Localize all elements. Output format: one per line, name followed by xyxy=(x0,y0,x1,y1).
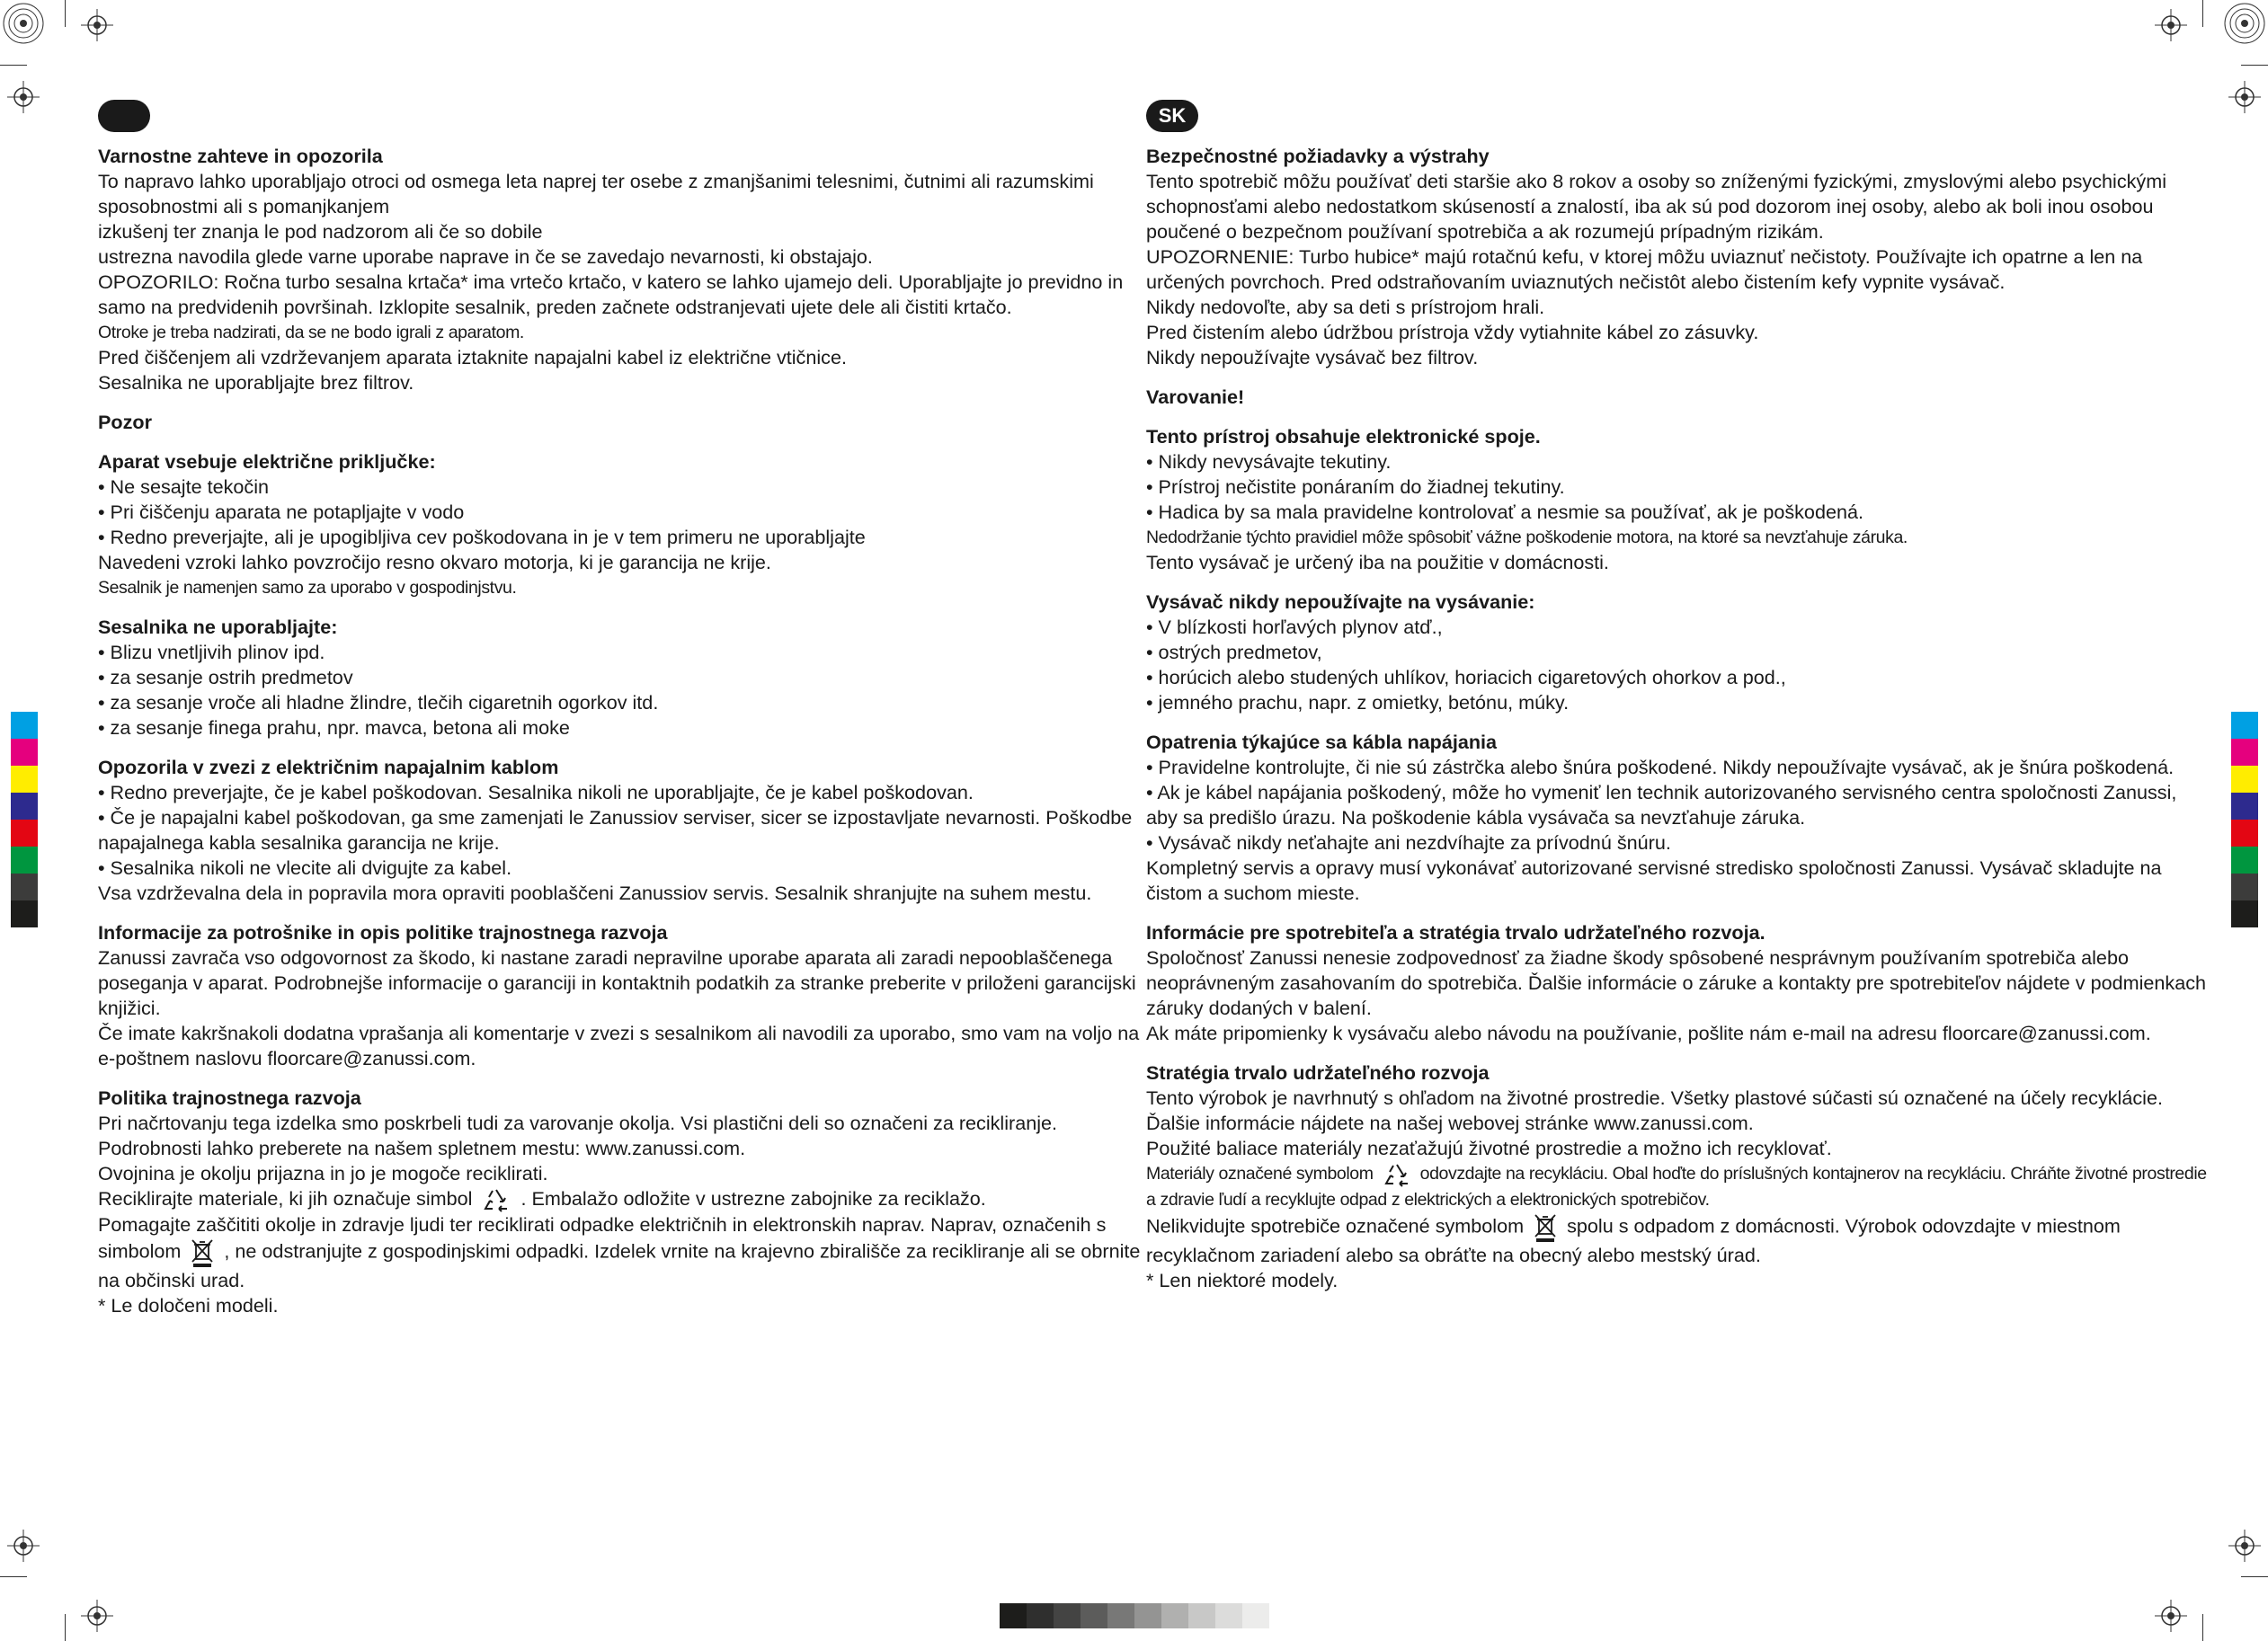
section-title: Informácie pre spotrebiteľa a stratégia trvalo udržateľného rozvoja. xyxy=(1146,921,1765,944)
language-badge-left xyxy=(98,100,150,132)
column-slovenian xyxy=(98,144,1159,1333)
gray-swatch xyxy=(1107,1603,1134,1628)
trim-line xyxy=(65,1614,66,1641)
paragraph: To napravo lahko uporabljajo otroci od osmega leta naprej ter osebe z zmanjšanimi telesnimi, čutnimi ali razumskimi sposobnostmi ali s pomanjkanjem xyxy=(98,170,1094,217)
section-safety xyxy=(98,144,1159,395)
section-title: Informacije za potrošnike in opis politike trajnostnega razvoja xyxy=(98,921,668,944)
section-title: Varnostne zahteve in opozorila xyxy=(98,145,383,167)
paragraph: Pred čiščenjem ali vzdrževanjem aparata iztaknite napajalni kabel iz električne vtičnice. xyxy=(98,346,847,368)
color-swatch xyxy=(11,874,38,900)
section-consumer-info xyxy=(1146,920,2207,1046)
trim-line xyxy=(2202,0,2203,27)
paragraph: Nikdy nedovoľte, aby sa deti s prístrojom hrali. xyxy=(1146,296,1545,318)
section-title: Politika trajnostnega razvoja xyxy=(98,1087,361,1109)
text-fragment: . Embalažo odložite v ustrezne zabojnike za reciklažo. xyxy=(520,1187,986,1210)
footnote: * Le določeni modeli. xyxy=(98,1294,279,1317)
color-swatch xyxy=(11,793,38,820)
paragraph: ustrezna navodila glede varne uporabe naprave in če se zavedajo nevarnosti, ki obstajajo. xyxy=(98,245,873,268)
section-electrical xyxy=(98,449,1159,600)
section-power-cable xyxy=(98,755,1159,906)
list-item: • Nikdy nevysávajte tekutiny. xyxy=(1146,450,1392,473)
gray-swatch xyxy=(1000,1603,1027,1628)
text-fragment: spolu s odpadom z domácnosti. Výrobok odovzdajte v miestnom recyklačnom zariadení alebo sa obráťte na obecný alebo mestský úrad. xyxy=(1146,1214,2121,1266)
paragraph: Nedodržanie týchto pravidiel môže spôsobiť vážne poškodenie motora, na ktoré sa nevzťahuje záruka. xyxy=(1146,528,1908,547)
section-title: Aparat vsebuje električne priključke: xyxy=(98,450,436,473)
gray-swatch xyxy=(1242,1603,1269,1628)
section-power-cable xyxy=(1146,730,2207,906)
section-sustainability xyxy=(1146,1060,2207,1293)
paragraph: OPOZORILO: Ročna turbo sesalna krtača* ima vrtečo krtačo, v katero se lahko ujamejo deli. Uporabljajte jo previdno in samo na predvidenih površinah. Izklopite sesalnik, preden začnete odstranjevati ujete dele ali čistiti krtačo. xyxy=(98,271,1124,318)
section-sustainability xyxy=(98,1086,1159,1318)
corner-target-icon xyxy=(0,0,47,47)
language-badge-sk: SK xyxy=(1146,100,1198,132)
list-item: • Ak je kábel napájania poškodený, môže ho vymeniť len technik autorizovaného servisného centra spoločnosti Zanussi, aby sa predišlo úrazu. Na poškodenie kábla vysávača sa nevzťahuje záruka. xyxy=(1146,781,2177,829)
paragraph: Spoločnosť Zanussi nenesie zodpovednosť za žiadne škody spôsobené nesprávnym používaním spotrebiča alebo neoprávneným zasahovaním do spotrebiča. Ďalšie informácie o záruke a kontakty pre spotrebiteľov nájdete v podmienkach záruky dodaných v balení. xyxy=(1146,946,2207,1019)
section-do-not-use xyxy=(98,615,1159,741)
section-title: Tento prístroj obsahuje elektronické spoje. xyxy=(1146,425,1541,448)
list-item: • Blizu vnetljivih plinov ipd. xyxy=(98,641,325,663)
gray-swatch xyxy=(1188,1603,1215,1628)
section-title: Pozor xyxy=(98,411,152,433)
paragraph xyxy=(1146,1212,2207,1268)
section-title: Sesalnika ne uporabljajte: xyxy=(98,616,338,638)
list-item: • Če je napajalni kabel poškodovan, ga sme zamenjati le Zanussiov serviser, sicer se izpostavljate nevarnosti. Poškodbe napajalnega kabla sesalnika garancija ne krije. xyxy=(98,806,1133,854)
registration-mark-icon xyxy=(2155,1600,2187,1632)
list-item: • Pravidelne kontrolujte, či nie sú zástrčka alebo šnúra poškodené. Nikdy nepoužívajte vysávač, ak je šnúra poškodená. xyxy=(1146,756,2175,778)
registration-mark-icon xyxy=(2228,81,2261,113)
corner-target-icon xyxy=(2221,0,2268,47)
paragraph: Vsa vzdrževalna dela in popravila mora opraviti pooblaščeni Zanussiov servis. Sesalnik shranjujte na suhem mestu. xyxy=(98,882,1092,904)
color-swatch xyxy=(11,766,38,793)
trim-line xyxy=(65,0,66,27)
recycle-icon xyxy=(481,1187,511,1212)
list-item: • Redno preverjajte, če je kabel poškodovan. Sesalnika nikoli ne uporabljajte, če je kabel poškodovan. xyxy=(98,781,974,803)
text-fragment: Reciklirajte materiale, ki jih označuje simbol xyxy=(98,1187,473,1210)
list-item: • jemného prachu, napr. z omietky, betónu, múky. xyxy=(1146,691,1570,714)
section-title: Opozorila v zvezi z električnim napajalnim kablom xyxy=(98,756,559,778)
text-fragment: Nelikvidujte spotrebiče označené symbolom xyxy=(1146,1214,1525,1237)
paragraph: Sesalnik je namenjen samo za uporabo v gospodinjstvu. xyxy=(98,578,517,598)
color-swatch xyxy=(11,739,38,766)
list-item: • Ne sesajte tekočin xyxy=(98,475,269,498)
paragraph xyxy=(98,1186,1159,1212)
list-item: • Sesalnika nikoli ne vlecite ali dvigujte za kabel. xyxy=(98,856,512,879)
color-swatch xyxy=(2231,874,2258,900)
paragraph: Navedeni vzroki lahko povzročijo resno okvaro motorja, ki je garancija ne krije. xyxy=(98,551,771,573)
color-swatch xyxy=(11,820,38,847)
paragraph: Sesalnika ne uporabljajte brez filtrov. xyxy=(98,371,414,394)
column-slovak xyxy=(1146,144,2207,1308)
gray-swatch xyxy=(1215,1603,1242,1628)
trim-line xyxy=(2241,1576,2268,1577)
recycle-icon xyxy=(1382,1162,1412,1187)
gray-swatch xyxy=(1027,1603,1054,1628)
list-item: • V blízkosti horľavých plynov atď., xyxy=(1146,616,1443,638)
section-title: Varovanie! xyxy=(1146,386,1245,408)
registration-mark-icon xyxy=(7,81,40,113)
registration-mark-icon xyxy=(81,1600,113,1632)
weee-crossed-bin-icon xyxy=(190,1237,215,1268)
color-swatch xyxy=(2231,900,2258,927)
registration-mark-icon xyxy=(81,9,113,41)
trim-line xyxy=(2241,65,2268,66)
text-fragment: odovzdajte na recykláciu. Obal hoďte do príslušných kontajnerov na recykláciu. Chráňte životné prostredie a zdravie ľudí a recyklujte odpad z elektrických a elektronických spotrebičov. xyxy=(1146,1164,2207,1210)
paragraph: Ak máte pripomienky k vysávaču alebo návodu na používanie, pošlite nám e-mail na adresu floorcare@zanussi.com. xyxy=(1146,1022,2151,1044)
list-item: • ostrých predmetov, xyxy=(1146,641,1322,663)
list-item: • Vysávač nikdy neťahajte ani nezdvíhajte za prívodnú šnúru. xyxy=(1146,831,1671,854)
color-swatch xyxy=(2231,712,2258,739)
color-swatch xyxy=(11,900,38,927)
color-swatch xyxy=(2231,739,2258,766)
section-safety xyxy=(1146,144,2207,370)
paragraph: Nikdy nepoužívajte vysávač bez filtrov. xyxy=(1146,346,1479,368)
trim-line xyxy=(2202,1614,2203,1641)
section-title: Bezpečnostné požiadavky a výstrahy xyxy=(1146,145,1490,167)
paragraph: Če imate kakršnakoli dodatna vprašanja ali komentarje v zvezi s sesalnikom ali navodili za uporabo, smo vam na voljo na e-poštnem naslovu floorcare@zanussi.com. xyxy=(98,1022,1140,1069)
color-swatch xyxy=(2231,820,2258,847)
paragraph: Zanussi zavrača vso odgovornost za škodo, ki nastane zaradi nepravilne uporabe aparata ali zaradi nepooblaščenega poseganja v aparat. Podrobnejše informacije o garanciji in kontaktnih podatkih za stranke preberite v priloženi garancijski knjižici. xyxy=(98,946,1136,1019)
footnote: * Len niektoré modely. xyxy=(1146,1268,1339,1291)
gray-swatch xyxy=(1134,1603,1161,1628)
paragraph xyxy=(1146,1161,2207,1212)
paragraph xyxy=(98,1212,1159,1293)
paragraph: Kompletný servis a opravy musí vykonávať autorizované servisné stredisko spoločnosti Zanussi. Vysávač skladujte na čistom a suchom mieste. xyxy=(1146,856,2162,904)
registration-mark-icon xyxy=(2228,1530,2261,1562)
section-do-not-use xyxy=(1146,590,2207,715)
paragraph: Použité baliace materiály nezaťažujú životné prostredie a možno ich recyklovať. xyxy=(1146,1137,1832,1159)
trim-line xyxy=(0,65,27,66)
paragraph: Otroke je treba nadzirati, da se ne bodo igrali z aparatom. xyxy=(98,323,524,342)
text-fragment: Pomagajte zaščititi okolje in zdravje ljudi ter reciklirati odpadke električnih in elektronskih naprav. Naprav, označenih s simbolom xyxy=(98,1213,1107,1263)
color-swatch xyxy=(11,847,38,874)
list-item: • Redno preverjajte, ali je upogibljiva cev poškodovana in je v tem primeru ne uporabljajte xyxy=(98,526,866,548)
color-swatch xyxy=(11,712,38,739)
paragraph: izkušenj ter znanja le pod nadzorom ali če so dobile xyxy=(98,220,543,243)
weee-crossed-bin-icon xyxy=(1533,1212,1558,1243)
gray-swatch xyxy=(1054,1603,1081,1628)
section-title: Stratégia trvalo udržateľného rozvoja xyxy=(1146,1061,1490,1084)
section-caution xyxy=(1146,385,2207,410)
color-swatch xyxy=(2231,847,2258,874)
list-item: • za sesanje vroče ali hladne žlindre, tlečih cigaretnih ogorkov itd. xyxy=(98,691,659,714)
color-swatch xyxy=(2231,793,2258,820)
trim-line xyxy=(0,1576,27,1577)
list-item: • za sesanje ostrih predmetov xyxy=(98,666,353,688)
paragraph: Tento výrobok je navrhnutý s ohľadom na životné prostredie. Všetky plastové súčasti sú označené na účely recyklácie. Ďalšie informácie nájdete na našej webovej stránke www.zanussi.com. xyxy=(1146,1087,2163,1134)
section-caution xyxy=(98,410,1159,435)
section-title: Opatrenia týkajúce sa kábla napájania xyxy=(1146,731,1498,753)
paragraph: Ovojnina je okolju prijazna in jo je mogoče reciklirati. xyxy=(98,1162,548,1184)
paragraph: UPOZORNENIE: Turbo hubice* majú rotačnú kefu, v ktorej môžu uviaznuť nečistoty. Používajte ich opatrne a len na určených povrchoch. Pred odstraňovaním uviaznutých nečistôt alebo čistením kefy vypnite vysávač. xyxy=(1146,245,2143,293)
paragraph: Tento spotrebič môžu používať deti staršie ako 8 rokov a osoby so zníženými fyzickými, zmyslovými alebo psychickými schopnosťami alebo nedostatkom skúseností a znalostí, iba ak sú pod dozorom inej osoby, alebo ak boli inou osobou poučené o bezpečnom používaní spotrebiča a ak rozumejú prípadným rizikám. xyxy=(1146,170,2166,243)
list-item: • Hadica by sa mala pravidelne kontrolovať a nesmie sa používať, ak je poškodená. xyxy=(1146,501,1863,523)
list-item: • za sesanje finega prahu, npr. mavca, betona ali moke xyxy=(98,716,570,739)
gray-swatch xyxy=(1081,1603,1107,1628)
paragraph: Tento vysávač je určený iba na použitie v domácnosti. xyxy=(1146,551,1609,573)
text-fragment: , ne odstranjujte z gospodinjskimi odpadki. Izdelek vrnite na krajevno zbirališče za recikliranje ali se obrnite na občinski urad. xyxy=(98,1240,1141,1292)
color-swatch xyxy=(2231,766,2258,793)
list-item: • Pri čiščenju aparata ne potapljajte v vodo xyxy=(98,501,465,523)
gray-swatch xyxy=(1161,1603,1188,1628)
registration-mark-icon xyxy=(7,1530,40,1562)
paragraph: Pred čistením alebo údržbou prístroja vždy vytiahnite kábel zo zásuvky. xyxy=(1146,321,1759,343)
section-electrical xyxy=(1146,424,2207,575)
list-item: • horúcich alebo studených uhlíkov, horiacich cigaretových ohorkov a pod., xyxy=(1146,666,1786,688)
section-title: Vysávač nikdy nepoužívajte na vysávanie: xyxy=(1146,590,1535,613)
paragraph: Pri načrtovanju tega izdelka smo poskrbeli tudi za varovanje okolja. Vsi plastični deli so označeni za recikliranje. Podrobnosti lahko preberete na našem spletnem mestu: www.zanussi.com. xyxy=(98,1112,1058,1159)
list-item: • Prístroj nečistite ponáraním do žiadnej tekutiny. xyxy=(1146,475,1565,498)
text-fragment: Materiály označené symbolom xyxy=(1146,1164,1374,1184)
registration-mark-icon xyxy=(2155,9,2187,41)
section-consumer-info xyxy=(98,920,1159,1071)
